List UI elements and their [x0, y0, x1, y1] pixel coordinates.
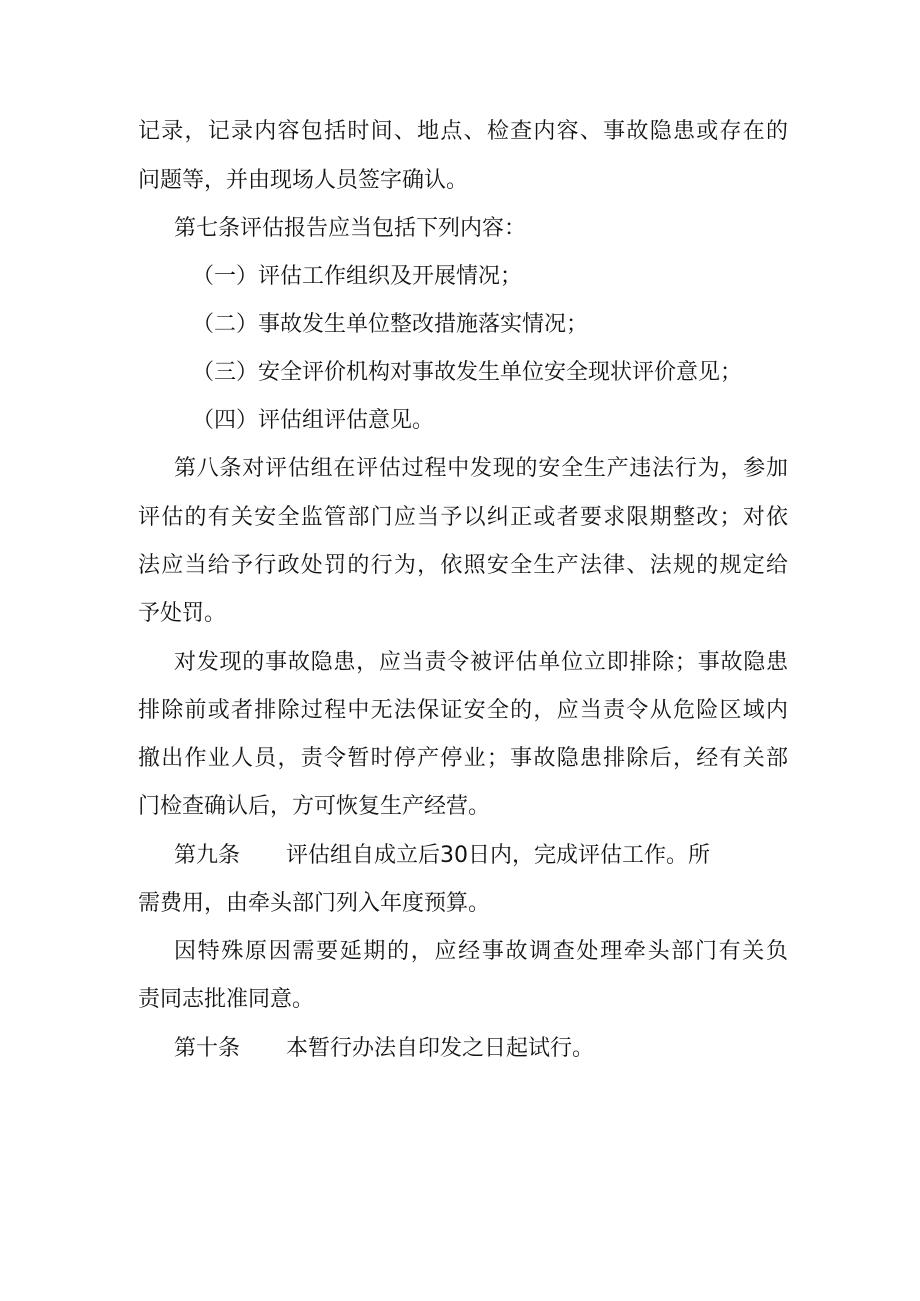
list-item-1: （一）评估工作组织及开展情况； — [192, 264, 523, 289]
article-10-line — [174, 1034, 594, 1064]
body-line: 责同志批准同意。 — [138, 987, 315, 1012]
body-line: 法应当给予行政处罚的行为，依照安全生产法律、法规的规定给 — [138, 553, 788, 578]
body-line: 门检查确认后，方可恢复生产经营。 — [138, 794, 491, 819]
list-item-2: （二）事故发生单位整改措施落实情况； — [192, 312, 589, 337]
body-line: 评估的有关安全监管部门应当予以纠正或者要求限期整改；对依 — [138, 505, 788, 530]
article-9-number: 第九条 — [174, 843, 241, 868]
list-item-4: （四）评估组评估意见。 — [192, 408, 435, 433]
article-10-text: 本暂行办法自印发之日起试行。 — [286, 1036, 595, 1061]
article-9-line — [174, 841, 710, 871]
body-line: 对发现的事故隐患，应当责令被评估单位立即排除；事故隐患 — [174, 650, 788, 675]
body-line: 撤出作业人员，责令暂时停产停业；事故隐患排除后，经有关部 — [138, 746, 788, 771]
article-10-number: 第十条 — [174, 1036, 241, 1061]
article-9-text: 评估组自成立后30日内，完成评估工作。所 — [286, 843, 711, 868]
body-line: 予处罚。 — [138, 601, 227, 626]
body-line: 因特殊原因需要延期的，应经事故调查处理牵头部门有关负 — [174, 939, 788, 964]
body-line: 记录，记录内容包括时间、地点、检查内容、事故隐患或存在的 — [138, 119, 788, 144]
article-8-line: 第八条对评估组在评估过程中发现的安全生产违法行为，参加 — [174, 456, 788, 481]
body-line: 问题等，并由现场人员签字确认。 — [138, 168, 469, 193]
list-item-3: （三）安全评价机构对事故发生单位安全现状评价意见； — [192, 360, 743, 385]
article-7-heading: 第七条评估报告应当包括下列内容： — [174, 216, 527, 241]
body-line: 需费用，由牵头部门列入年度预算。 — [138, 891, 491, 916]
body-line: 排除前或者排除过程中无法保证安全的，应当责令从危险区域内 — [138, 698, 788, 723]
